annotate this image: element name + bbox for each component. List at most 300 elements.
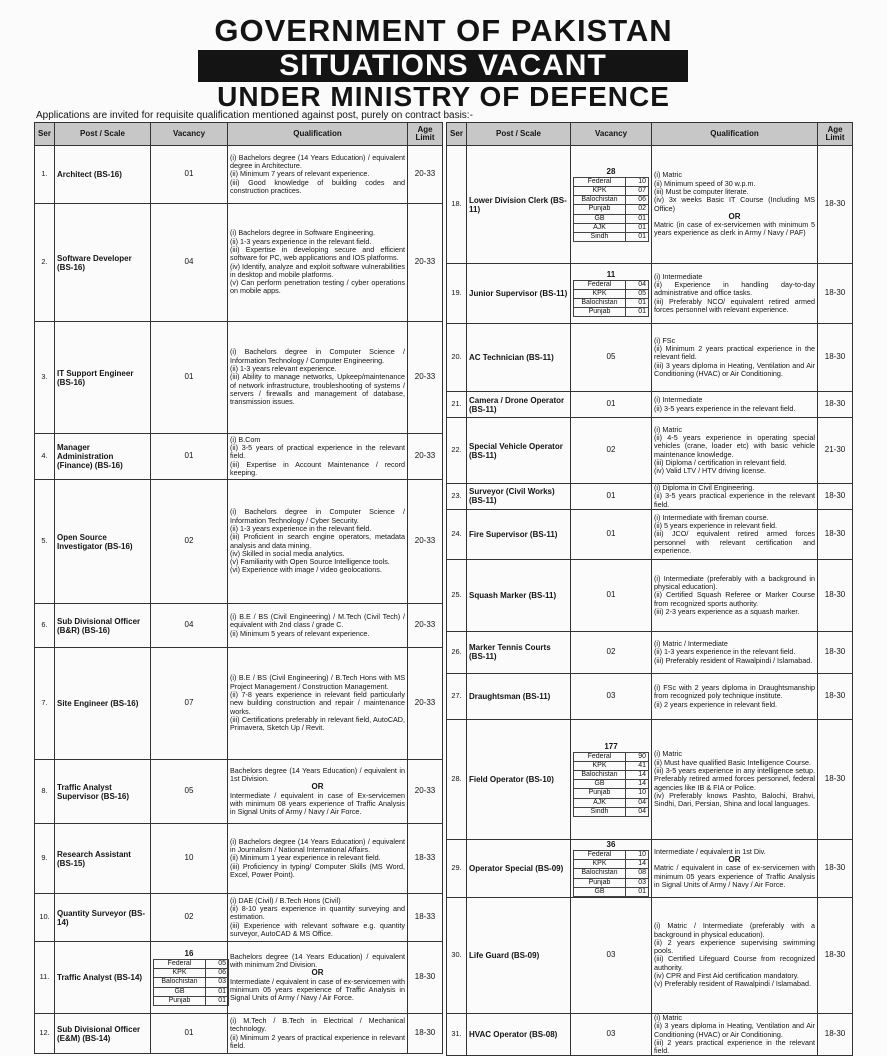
region-count: 07 [626,186,649,195]
qualification-or: OR [311,782,324,792]
ser-cell: 20. [447,324,467,392]
region-name: Punjab [574,308,626,317]
ser-cell: 31. [447,1013,467,1055]
qualification-line: (i) Intermediate [654,271,703,281]
vacancy-cell: 02 [571,631,652,673]
region-count: 04 [626,280,649,289]
post-cell: Research Assistant (BS-15) [55,824,151,894]
breakdown-row [154,996,229,1005]
region-count: 01 [626,299,649,308]
qualification-line: (ii) 3 years diploma in Heating, Ventilation and Air Conditioning (HVAC) or Air Conditioning. [654,1021,815,1039]
vacancy-cell: 01 [571,559,652,631]
qualification-line: (ii) 3-5 years practical experience in the relevant field. [654,491,815,509]
region-name: Federal [574,177,626,186]
qualification-line: (iii) JCO/ equivalent retired armed forces personnel with relevant certification and experience. [654,529,815,555]
region-count: 04 [626,807,649,816]
table-row [447,264,853,324]
ser-cell: 8. [35,760,55,824]
region-name: AJK [574,798,626,807]
vacancy-cell: 01 [151,434,228,480]
post-cell: Field Operator (BS-10) [467,719,571,839]
vacancy-cell [571,839,652,897]
qualification-line: (iii) Must be computer literate. [654,186,749,196]
region-name: KPK [574,761,626,770]
breakdown-row [574,223,649,232]
region-count: 06 [206,969,229,978]
breakdown-row [574,214,649,223]
table-row [447,1013,853,1055]
qualification-line: (i) Intermediate (preferably with a background in physical education). [654,573,815,591]
table-row [447,673,853,719]
region-name: Punjab [574,878,626,887]
vacancy-cell: 01 [571,484,652,510]
qualification-line: Matric (in case of ex-servicemen with minimum 5 years experience as clerk in Army / Navy / PAF) [654,220,815,238]
region-count: 41 [626,761,649,770]
ser-cell: 4. [35,434,55,480]
post-cell: Software Developer (BS-16) [55,204,151,322]
vacancy-breakdown [153,959,229,1006]
qualification-line: (ii) Minimum 1 year experience in relevant field. [230,853,381,863]
post-cell: Camera / Drone Operator (BS-11) [467,392,571,418]
table-row [35,204,443,322]
region-count: 10 [626,850,649,859]
vacancy-cell: 03 [571,673,652,719]
qualification-line: (iii) Experience with relevant software e.g. quantity surveyor, AutoCAD & MS Office. [230,920,405,938]
qualification-line: (i) M.Tech / B.Tech in Electrical / Mechanical technology. [230,1015,405,1034]
region-name: Balochistan [154,978,206,987]
qualification-cell [228,146,408,204]
age-limit-cell: 18-33 [408,824,443,894]
post-cell: Sub Divisional Officer (B&R) (BS-16) [55,604,151,648]
region-count: 01 [626,308,649,317]
qualification-cell [652,631,818,673]
vacancy-cell [571,264,652,324]
qualification-line: (ii) Minimum 2 years of practical experience in relevant field. [230,1032,405,1050]
header-ser: Ser [35,123,55,146]
age-limit-cell: 18-30 [818,324,853,392]
post-cell: Sub Divisional Officer (E&M) (BS-14) [55,1014,151,1054]
vacancy-cell [151,942,228,1014]
breakdown-row [574,196,649,205]
header-age-limit: Age Limit [408,123,443,146]
qualification-line: (i) Bachelors degree (14 Years Education) / equivalent degree in Architecture. [230,152,405,171]
qualification-cell [652,1013,818,1055]
ser-cell: 11. [35,942,55,1014]
region-count: 03 [206,978,229,987]
region-name: GB [574,780,626,789]
breakdown-row [574,860,649,869]
vacancy-cell: 01 [151,322,228,434]
qualification-or: OR [311,968,324,978]
qualification-line: (i) Diploma in Civil Engineering. [654,483,755,492]
table-row [35,942,443,1014]
ser-cell: 12. [35,1014,55,1054]
table-row [447,418,853,484]
vacancy-cell: 10 [151,824,228,894]
post-cell: Operator Special (BS-09) [467,839,571,897]
vacancy-cell: 03 [571,897,652,1013]
post-cell: Open Source Investigator (BS-16) [55,480,151,604]
region-count: 10 [626,789,649,798]
qualification-line: (i) Matric / Intermediate (preferably with a background in physical education). [654,921,815,939]
ser-cell: 29. [447,839,467,897]
qualification-line: (i) B.E / BS (Civil Engineering) / M.Tech (Civil Tech) / equivalent with 2nd class / grade C. [230,612,405,630]
age-limit-cell: 18-30 [818,559,853,631]
region-name: Balochistan [574,771,626,780]
age-limit-cell: 18-30 [818,509,853,559]
vacancy-cell: 05 [571,324,652,392]
post-cell: Fire Supervisor (BS-11) [467,509,571,559]
age-limit-cell: 20-33 [408,146,443,204]
post-cell: Junior Supervisor (BS-11) [467,264,571,324]
qualification-line: (ii) Certified Squash Referee or Marker Course from recognized sports authority. [654,590,815,608]
header-age-limit: Age Limit [818,123,853,146]
qualification-or: OR [728,854,741,864]
qualification-cell [228,824,408,894]
region-name: Sindh [574,233,626,242]
ser-cell: 18. [447,146,467,264]
breakdown-row [574,289,649,298]
breakdown-row [574,186,649,195]
qualification-line: (iii) 3 years diploma in Heating, Ventilation and Air Conditioning (HVAC) or Air Conditioning. [654,360,815,378]
vacancy-breakdown [573,850,649,897]
region-name: Balochistan [574,299,626,308]
qualification-line: (ii) 5 years experience in relevant field. [654,520,778,530]
qualification-line: (iii) 2 years practical experience in the relevant field. [654,1037,815,1056]
table-row [447,839,853,897]
vacancy-total: 177 [604,741,618,751]
age-limit-cell: 20-33 [408,760,443,824]
breakdown-row [574,205,649,214]
qualification-cell [228,480,408,604]
qualification-line: (iii) Proficiency in typing/ Computer Skills (MS Word, Excel, Power Point). [230,861,405,879]
table-row [35,604,443,648]
region-count: 90 [626,752,649,761]
region-name: Punjab [574,789,626,798]
age-limit-cell: 18-30 [818,719,853,839]
table-row [35,1014,443,1054]
post-cell: HVAC Operator (BS-08) [467,1013,571,1055]
post-cell: Manager Administration (Finance) (BS-16) [55,434,151,480]
qualification-line: (iii) Certifications preferably in relevant field, AutoCAD, Primavera, Sketch Up / Revit. [230,714,405,733]
breakdown-row [574,878,649,887]
vacancy-cell: 07 [151,648,228,760]
breakdown-row [574,771,649,780]
qualification-cell [652,839,818,897]
vacancy-breakdown [573,177,649,242]
vacancy-cell: 02 [151,894,228,942]
region-name: AJK [574,223,626,232]
post-cell: Lower Division Clerk (BS-11) [467,146,571,264]
qualification-cell [228,322,408,434]
qualification-line: (i) FSc [654,335,676,345]
region-count: 05 [626,289,649,298]
qualification-line: (ii) Minimum speed of 30 w.p.m. [654,178,756,188]
qualification-line: (i) Matric / Intermediate [654,638,728,648]
region-name: KPK [154,969,206,978]
region-count: 03 [626,878,649,887]
qualification-line: Bachelors degree (14 Years Education) / equivalent in 1st Division. [230,765,405,783]
qualification-line: (ii) 2 years experience in relevant field. [654,699,778,709]
age-limit-cell: 18-30 [818,673,853,719]
qualification-line: (iv) 3x weeks Basic IT Course (Including MS Office) [654,195,815,213]
region-count: 14 [626,780,649,789]
table-row [447,897,853,1013]
qualification-line: (v) Can perform penetration testing / cyber operations on mobile apps. [230,278,405,296]
post-cell: Squash Marker (BS-11) [467,559,571,631]
qualification-line: (ii) 1-3 years relevant experience. [230,364,337,374]
region-count: 14 [626,771,649,780]
region-name: GB [154,987,206,996]
vacancy-breakdown [573,280,649,318]
qualification-cell [228,434,408,480]
region-count: 01 [206,996,229,1005]
region-count: 08 [626,869,649,878]
region-count: 01 [626,233,649,242]
table-row [35,894,443,942]
qualification-line: Intermediate / equivalent in case of ex-servicemen with minimum 05 years experience of Traffic Analysis in Signal Units of Army / Navy / Air Force. [230,976,405,1003]
region-count: 14 [626,860,649,869]
region-count: 05 [206,959,229,968]
qualification-line: (i) Matric [654,749,682,759]
qualification-line: (iv) Valid LTV / HTV driving license. [654,466,766,476]
qualification-line: (ii) Minimum 7 years of relevant experience. [230,169,370,179]
region-count: 10 [626,177,649,186]
qualification-line: (ii) 3-5 years of practical experience in the relevant field. [230,443,405,461]
breakdown-row [574,807,649,816]
vacancy-cell: 01 [151,1014,228,1054]
header-post: Post / Scale [467,123,571,146]
qualification-cell [228,1014,408,1054]
qualification-line: (i) Bachelors degree in Software Engineering. [230,228,376,238]
post-cell: AC Technician (BS-11) [467,324,571,392]
region-name: Federal [574,850,626,859]
qualification-line: (i) Matric [654,170,682,180]
qualification-cell [652,673,818,719]
ser-cell: 19. [447,264,467,324]
region-name: Punjab [154,996,206,1005]
qualification-line: (iii) Expertise in developing secure and efficient software for PC, web applications and IOS platforms. [230,244,405,263]
vacancy-total: 28 [606,166,616,176]
table-row [35,434,443,480]
region-name: KPK [574,289,626,298]
region-name: GB [574,887,626,896]
qualification-line: (iii) Preferably resident of Rawalpindi / Islamabad. [654,655,813,665]
qualification-cell [652,392,818,418]
qualification-line: (iii) 3-5 years experience in any intelligence setup. Preferably retired armed forces personnel, federal agencies like IB & FIA or Police. [654,765,815,792]
ser-cell: 10. [35,894,55,942]
qualification-line: (i) FSc with 2 years diploma in Draughtsmanship from recognized poly technique institute. [654,682,815,701]
qualification-cell [228,760,408,824]
vacancy-cell: 05 [151,760,228,824]
breakdown-row [574,869,649,878]
qualification-line: (ii) 1-3 years experience in the relevant field. [230,523,372,533]
age-limit-cell: 18-30 [818,484,853,510]
table-row [35,480,443,604]
table-row [447,324,853,392]
post-cell: Site Engineer (BS-16) [55,648,151,760]
ser-cell: 9. [35,824,55,894]
breakdown-row [574,780,649,789]
vacancy-table-left [34,122,443,1054]
qualification-line: (v) Familiarity with Open Source Intelligence tools. [230,557,390,567]
qualification-cell [652,559,818,631]
qualification-line: (ii) Experience in handling day-to-day administrative and office tasks. [654,280,815,298]
qualification-line: Matric / equivalent in case of ex-servicemen with minimum 05 years experience of Traffic Analysis in Signal Units of Army / Navy / Air Force. [654,863,815,889]
qualification-or: OR [728,211,741,221]
table-row [35,760,443,824]
ser-cell: 23. [447,484,467,510]
qualification-line: (ii) 2 years experience supervising swimming pools. [654,937,815,956]
region-name: Federal [574,752,626,761]
table-row [447,719,853,839]
qualification-line: (iii) Proficient in search engine operators, metadata analysis and data mining. [230,532,405,550]
qualification-line: Bachelors degree (14 Years Education) / equivalent with minimum 2nd Division. [230,951,405,969]
qualification-line: (v) Preferably resident of Rawalpindi / Islamabad. [654,979,811,989]
intro-text: Applications are invited for requisite qualification mentioned against post, purely on contract basis:- [36,110,473,121]
qualification-line: (i) Matric [654,1012,682,1022]
vacancy-cell [571,719,652,839]
qualification-line: (i) Intermediate [654,395,703,405]
age-limit-cell: 18-30 [818,897,853,1013]
post-cell: IT Support Engineer (BS-16) [55,322,151,434]
ser-cell: 7. [35,648,55,760]
region-count: 06 [626,196,649,205]
header-qualification: Qualification [228,123,408,146]
qualification-line: (ii) Minimum 2 years practical experience in the relevant field. [654,344,815,362]
region-name: GB [574,214,626,223]
breakdown-row [574,752,649,761]
post-cell: Draughtsman (BS-11) [467,673,571,719]
qualification-line: (ii) 8-10 years experience in quantity surveying and estimation. [230,904,405,922]
age-limit-cell: 18-30 [408,942,443,1014]
ser-cell: 27. [447,673,467,719]
ser-cell: 5. [35,480,55,604]
breakdown-row [574,233,649,242]
vacancy-cell: 01 [571,509,652,559]
header-vacancy: Vacancy [571,123,652,146]
age-limit-cell: 20-33 [408,648,443,760]
vacancy-cell: 01 [151,146,228,204]
age-limit-cell: 20-33 [408,204,443,322]
qualification-line: (iii) Diploma / certification in relevant field. [654,457,787,467]
age-limit-cell: 20-33 [408,480,443,604]
ser-cell: 30. [447,897,467,1013]
qualification-line: (iv) CPR and First Aid certification mandatory. [654,971,799,980]
post-cell: Special Vehicle Operator (BS-11) [467,418,571,484]
post-cell: Quantity Surveyor (BS-14) [55,894,151,942]
qualification-line: (ii) 4-5 years experience in operating special vehicles (crane, loader etc) with basic vehicle maintenance knowledge. [654,432,815,459]
breakdown-row [154,978,229,987]
qualification-cell [652,146,818,264]
vacancy-cell: 03 [571,1013,652,1055]
breakdown-row [574,299,649,308]
table-row [447,146,853,264]
qualification-line: (ii) 3-5 years experience in the relevant field. [654,403,796,413]
post-cell: Surveyor (Civil Works) (BS-11) [467,484,571,510]
table-row [35,322,443,434]
age-limit-cell: 18-30 [818,1013,853,1055]
qualification-line: (iii) Certified Lifeguard Course from recognized authority. [654,954,815,972]
qualification-line: (i) B.E / BS (Civil Engineering) / B.Tech Hons with MS Project Management / Construction Management. [230,673,405,691]
region-count: 01 [626,887,649,896]
page-title: GOVERNMENT OF PAKISTAN [214,13,673,48]
qualification-line: (i) Bachelors degree in Computer Science / Information Technology / Computer Engineering. [230,347,405,365]
qualification-line: (ii) Minimum 5 years of relevant experience. [230,628,370,638]
age-limit-cell: 20-33 [408,322,443,434]
region-count: 01 [206,987,229,996]
qualification-line: (iii) 2-3 years experience as a squash marker. [654,606,800,616]
breakdown-row [574,789,649,798]
table-row [447,392,853,418]
qualification-cell [228,604,408,648]
post-cell: Life Guard (BS-09) [467,897,571,1013]
region-name: KPK [574,186,626,195]
header-qualification: Qualification [652,123,818,146]
age-limit-cell: 18-30 [818,839,853,897]
qualification-cell [652,264,818,324]
age-limit-cell: 21-30 [818,418,853,484]
qualification-line: (ii) 1-3 years experience in the relevant field. [654,647,796,657]
ser-cell: 3. [35,322,55,434]
breakdown-row [574,887,649,896]
breakdown-row [574,798,649,807]
age-limit-cell: 20-33 [408,604,443,648]
region-count: 01 [626,214,649,223]
qualification-cell [652,897,818,1013]
region-count: 02 [626,205,649,214]
qualification-cell [652,324,818,392]
qualification-line: (vi) Experience with image / video geolocations. [230,565,382,575]
header-post: Post / Scale [55,123,151,146]
breakdown-row [154,987,229,996]
qualification-cell [228,894,408,942]
page-subtitle: UNDER MINISTRY OF DEFENCE [217,81,670,112]
ser-cell: 2. [35,204,55,322]
ser-cell: 28. [447,719,467,839]
banner-title: SITUATIONS VACANT [198,50,688,82]
region-name: Federal [154,959,206,968]
qualification-cell [228,942,408,1014]
age-limit-cell: 18-30 [818,631,853,673]
qualification-cell [652,509,818,559]
header-vacancy: Vacancy [151,123,228,146]
region-name: KPK [574,860,626,869]
qualification-line: (iii) Expertise in Account Maintenance / record keeping. [230,459,405,477]
qualification-cell [652,484,818,510]
qualification-line: Intermediate / equivalent in case of Ex-servicemen with minimum 08 years experience of Traffic Analysis in Signal Units of Army / Navy / Air Force. [230,790,405,817]
breakdown-row [574,761,649,770]
table-row [447,631,853,673]
table-row [35,146,443,204]
qualification-line: (iv) Identify, analyze and exploit software vulnerabilities in desktop and mobile platforms. [230,261,405,279]
post-cell: Traffic Analyst Supervisor (BS-16) [55,760,151,824]
qualification-line: (iv) Preferably knows Pashto, Balochi, Brahvi, Sindhi, Dari, Persian, Shina and local languages. [654,790,815,809]
breakdown-row [154,959,229,968]
table-row [447,559,853,631]
ser-cell: 26. [447,631,467,673]
qualification-line: (i) B.Com [230,434,261,444]
qualification-line: (i) Intermediate with fireman course. [654,512,769,522]
age-limit-cell: 18-30 [408,1014,443,1054]
ser-cell: 21. [447,392,467,418]
qualification-line: Intermediate / equivalent in 1st Div. [654,846,766,856]
ser-cell: 1. [35,146,55,204]
qualification-line: (iii) Preferably NCO/ equivalent retired armed forces personnel with relevant experience. [654,296,815,314]
ser-cell: 6. [35,604,55,648]
post-cell: Architect (BS-16) [55,146,151,204]
qualification-line: (ii) 7-8 years experience in relevant field particularly new building construction and repair / maintenance works. [230,690,405,716]
